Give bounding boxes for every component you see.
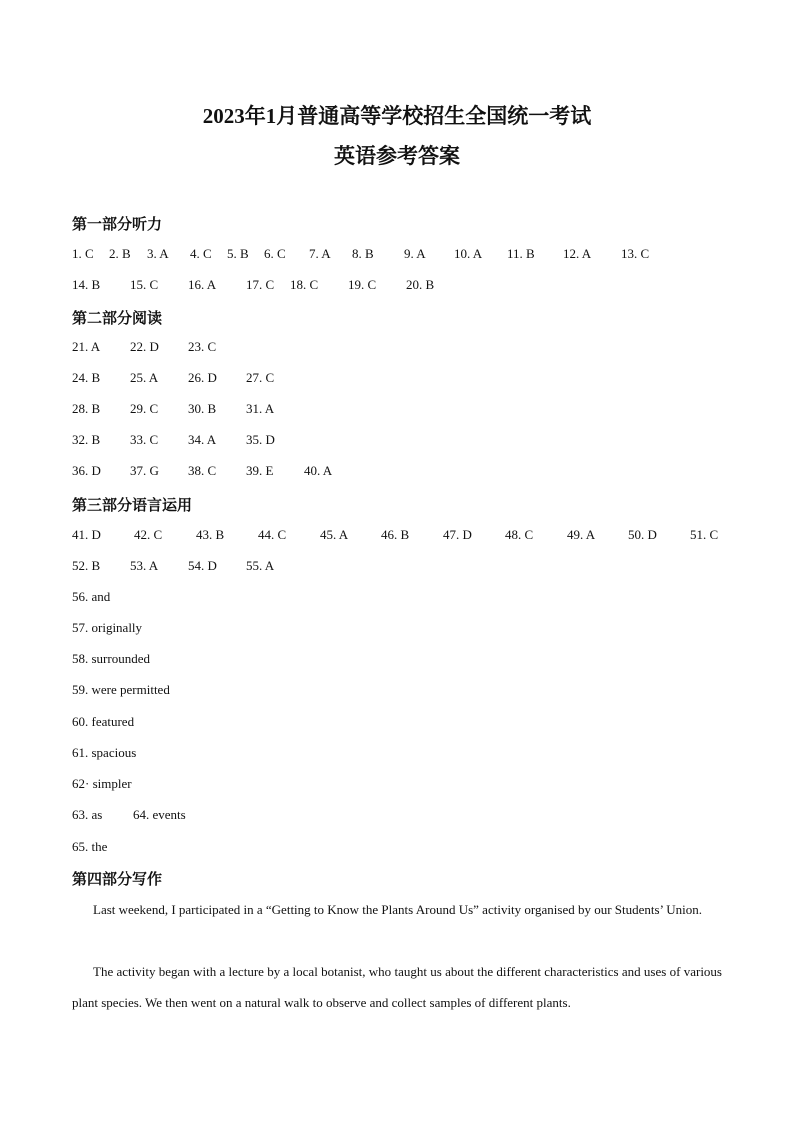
answer-item: 29. C xyxy=(130,401,159,416)
answer-item: 49. A xyxy=(567,527,596,542)
answer-item: 52. B xyxy=(72,558,101,573)
answer-item: 18. C xyxy=(290,277,319,292)
answer-item: 25. A xyxy=(130,370,159,385)
answer-item: 42. C xyxy=(134,527,163,542)
section-writing-heading: 第四部分写作 xyxy=(72,872,163,888)
answer-item: 1. C xyxy=(72,246,94,261)
answer-item: 12. A xyxy=(563,246,592,261)
answer-63: 63. as xyxy=(72,807,103,822)
answer-56: 56. and xyxy=(72,589,111,604)
answer-item: 28. B xyxy=(72,401,101,416)
answer-item: 41. D xyxy=(72,527,101,542)
answer-item: 33. C xyxy=(130,432,159,447)
answer-item: 27. C xyxy=(246,370,275,385)
exam-title: 2023年1月普通高等学校招生全国统一考试 xyxy=(202,104,592,128)
answer-65: 65. the xyxy=(72,839,108,854)
answer-item: 20. B xyxy=(406,277,435,292)
answer-item: 31. A xyxy=(246,401,275,416)
answer-item: 47. D xyxy=(443,527,472,542)
exam-subtitle: 英语参考答案 xyxy=(334,144,460,168)
answer-item: 38. C xyxy=(188,463,217,478)
answer-item: 16. A xyxy=(188,277,217,292)
answer-item: 54. D xyxy=(188,558,217,573)
answer-item: 46. B xyxy=(381,527,410,542)
answer-item: 3. A xyxy=(147,246,169,261)
answer-item: 21. A xyxy=(72,339,101,354)
section-reading-heading: 第二部分阅读 xyxy=(72,311,163,327)
answer-item: 48. C xyxy=(505,527,534,542)
section-listening-heading: 第一部分听力 xyxy=(72,217,163,233)
answer-item: 22. D xyxy=(130,339,159,354)
writing-paragraph-2: The activity began with a lecture by a local botanist, who taught us about the different characteristics and uses of various plant species. We then went on a natural walk to observe and collect samples of different plants. xyxy=(72,964,722,1010)
answer-item: 4. C xyxy=(190,246,212,261)
answer-item: 40. A xyxy=(304,463,333,478)
answer-item: 17. C xyxy=(246,277,275,292)
answer-item: 5. B xyxy=(227,246,249,261)
answer-item: 23. C xyxy=(188,339,217,354)
answer-item: 8. B xyxy=(352,246,374,261)
answer-64: 64. events xyxy=(133,807,186,822)
answer-59: 59. were permitted xyxy=(72,682,170,697)
answer-item: 34. A xyxy=(188,432,217,447)
answer-item: 32. B xyxy=(72,432,101,447)
answer-57: 57. originally xyxy=(72,620,143,635)
answer-60: 60. featured xyxy=(72,714,135,729)
answer-item: 14. B xyxy=(72,277,101,292)
answer-item: 6. C xyxy=(264,246,286,261)
writing-paragraph-1: Last weekend, I participated in a “Getting to Know the Plants Around Us” activity organised by our Students’ Union. xyxy=(93,902,702,917)
answer-item: 10. A xyxy=(454,246,483,261)
answer-item: 53. A xyxy=(130,558,159,573)
answer-item: 7. A xyxy=(309,246,331,261)
answer-item: 30. B xyxy=(188,401,217,416)
answer-item: 36. D xyxy=(72,463,101,478)
answer-item: 37. G xyxy=(130,463,159,478)
answer-item: 44. C xyxy=(258,527,287,542)
answer-item: 19. C xyxy=(348,277,377,292)
answer-61: 61. spacious xyxy=(72,745,137,760)
answer-item: 35. D xyxy=(246,432,275,447)
answer-item: 15. C xyxy=(130,277,159,292)
answer-62: 62· simpler xyxy=(72,776,132,791)
answer-item: 26. D xyxy=(188,370,217,385)
answer-item: 2. B xyxy=(109,246,131,261)
answer-58: 58. surrounded xyxy=(72,651,150,666)
answer-item: 24. B xyxy=(72,370,101,385)
answer-item: 13. C xyxy=(621,246,650,261)
answer-item: 55. A xyxy=(246,558,275,573)
answer-item: 39. E xyxy=(246,463,274,478)
answer-item: 11. B xyxy=(507,246,535,261)
answer-item: 43. B xyxy=(196,527,225,542)
answer-item: 50. D xyxy=(628,527,657,542)
answer-item: 9. A xyxy=(404,246,426,261)
answer-item: 45. A xyxy=(320,527,349,542)
answer-item: 51. C xyxy=(690,527,719,542)
section-language-use-heading: 第三部分语言运用 xyxy=(72,498,193,514)
